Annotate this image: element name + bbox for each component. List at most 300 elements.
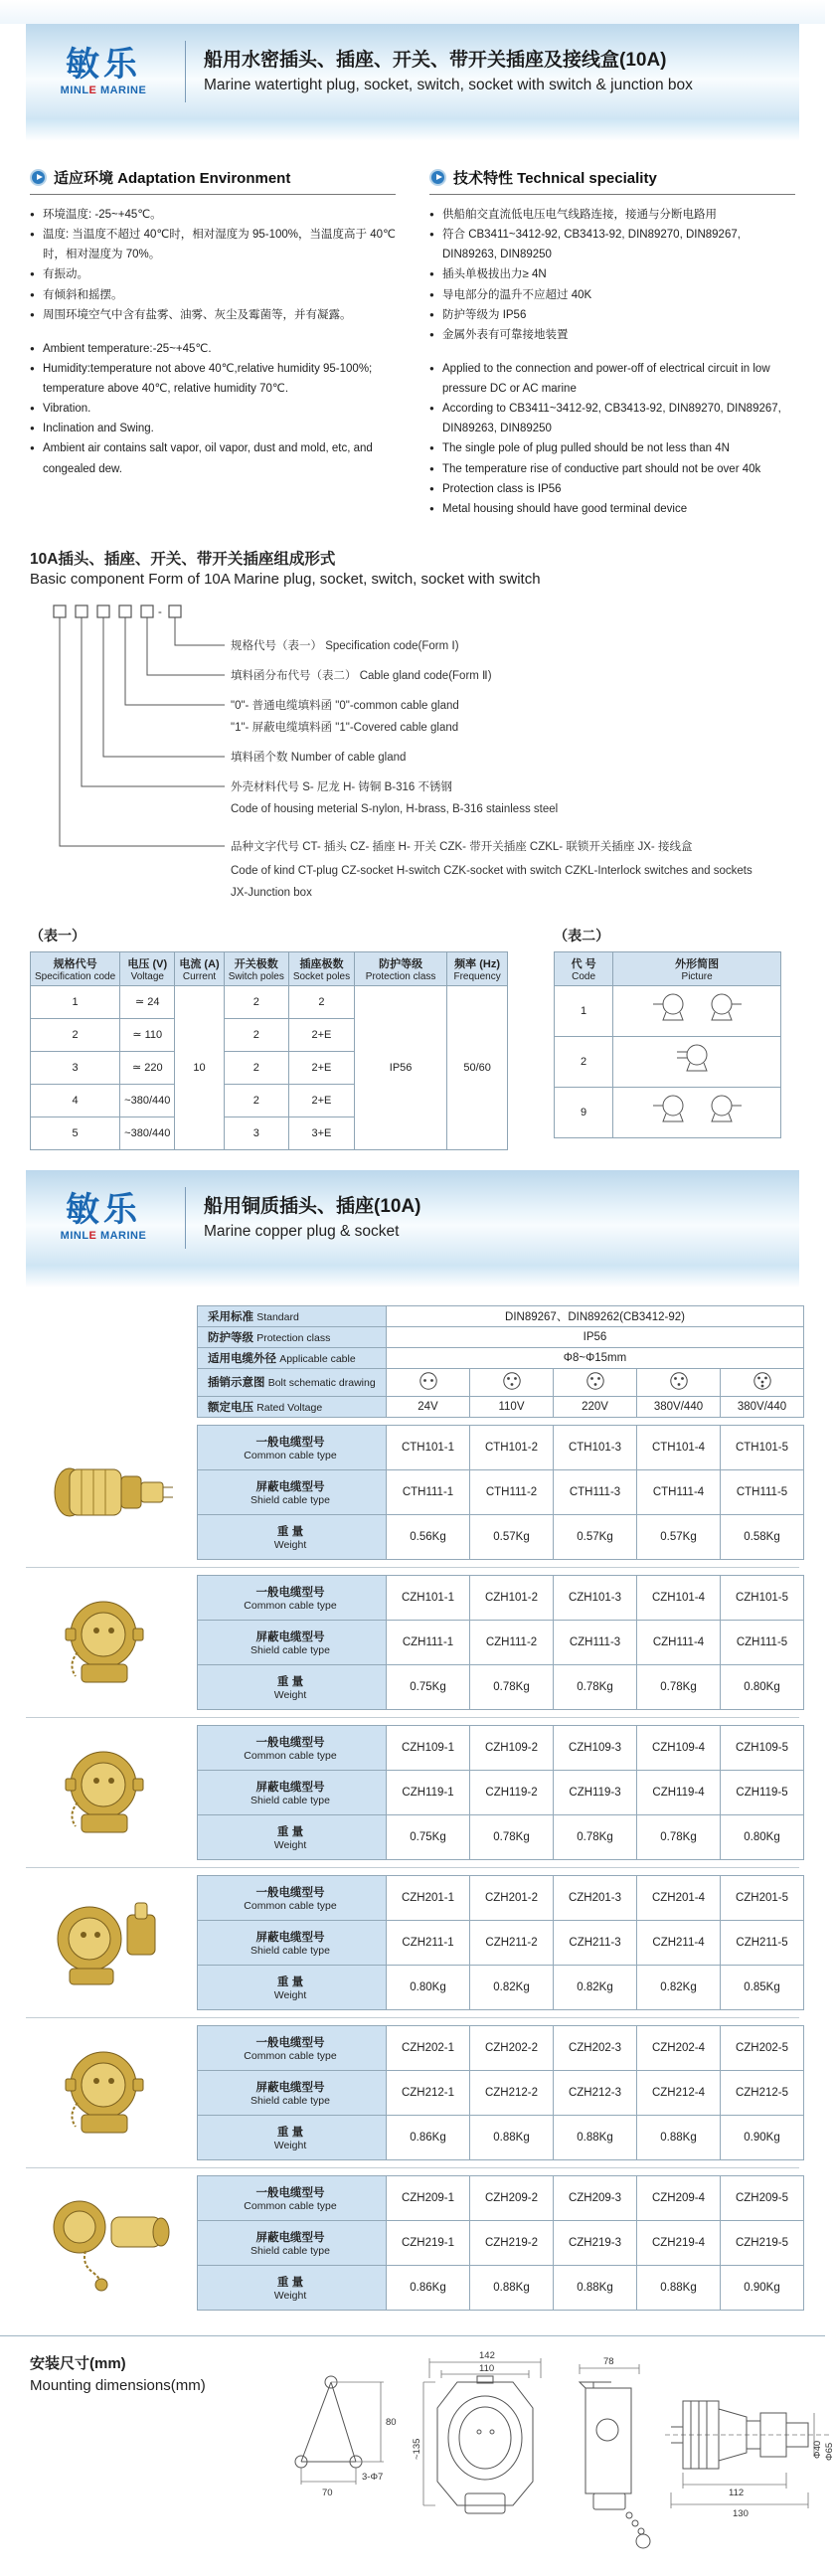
weight-row [198, 1814, 804, 1859]
code-label: 填料函分布代号（表二） Cable gland code(Form Ⅱ) [231, 669, 492, 682]
dim-80: 80 [386, 2416, 397, 2428]
shield-cable-type-cell: CZH111-5 [721, 1620, 804, 1664]
product-photo [26, 1450, 197, 1535]
cable-label-en: Applicable cable [279, 1352, 356, 1365]
common-cable-type-cell: CTH101-5 [721, 1425, 804, 1469]
weight-cell: 0.88Kg [637, 2115, 721, 2159]
dim-112: 112 [729, 2487, 745, 2498]
bolt-schematic-icon [585, 1371, 605, 1391]
weight-row-label [198, 2265, 387, 2310]
weight-cell: 0.58Kg [721, 1514, 804, 1559]
shield-cable-type-cell: CZH212-4 [637, 2070, 721, 2115]
product-blocks [26, 1418, 799, 2318]
product-row [26, 1717, 799, 1867]
label-cn: 屏蔽电缆型号 [255, 1631, 325, 1643]
gland-code-cell: 9 [555, 1087, 613, 1137]
label-en: Common cable type [244, 1899, 337, 1912]
technical-bullets-cn [429, 205, 795, 345]
bolt-schematic-cell [554, 1368, 637, 1396]
standard-label-cn: 采用标准 [208, 1310, 253, 1323]
switch-poles-cell: 2 [224, 1084, 288, 1116]
shield-cable-type-cell: CZH219-3 [554, 2220, 637, 2265]
switch-poles-cell: 2 [224, 985, 288, 1018]
common-cable-type-cell: CZH201-1 [387, 1875, 470, 1920]
label-en: Weight [273, 1838, 307, 1851]
bolt-schematic-cell [637, 1368, 721, 1396]
adaptation-bullets-en [30, 339, 396, 479]
weight-cell: 0.86Kg [387, 2265, 470, 2310]
weight-cell: 0.80Kg [721, 1814, 804, 1859]
adaptation-title: 适应环境 Adaptation Environment [54, 170, 291, 187]
dim-3-phi7: 3-Φ7 [362, 2471, 384, 2483]
weight-row [198, 2265, 804, 2310]
logo-en-post: MARINE [96, 84, 147, 96]
common-cable-row-label [198, 1575, 387, 1620]
label-en: Weight [273, 1988, 307, 2001]
cable-gland-diagram [699, 990, 745, 1028]
shield-cable-type-cell: CTH111-3 [554, 1469, 637, 1514]
logo-en-pre: MINL [60, 84, 89, 96]
voltage-cell: ≃ 110 [120, 1018, 175, 1051]
logo-en-accent: E [88, 1230, 97, 1243]
header-en: Code [572, 970, 596, 982]
bolt-schematic-cell [470, 1368, 554, 1396]
label-en: Common cable type [244, 1749, 337, 1762]
voltage-cell: ≃ 24 [120, 985, 175, 1018]
standard-row [198, 1305, 804, 1326]
form1-column-header [31, 951, 120, 985]
shield-cable-type-cell: CZH212-5 [721, 2070, 804, 2115]
cable-value: Φ8~Φ15mm [387, 1347, 804, 1368]
form2-title: （表二） [554, 927, 610, 944]
protection-label-en: Protection class [256, 1331, 331, 1344]
plug-photo [42, 1450, 181, 1535]
weight-cell: 0.90Kg [721, 2115, 804, 2159]
common-cable-type-cell: CZH202-1 [387, 2025, 470, 2070]
header-en: Frequency [453, 970, 501, 982]
common-cable-row-label [198, 2025, 387, 2070]
shield-cable-type-cell: CZH219-5 [721, 2220, 804, 2265]
shield-cable-type-cell: CZH111-3 [554, 1620, 637, 1664]
shield-cable-type-cell: CZH119-3 [554, 1770, 637, 1814]
forms-row [0, 910, 825, 1170]
copper-title-cn: 船用铜质插头、插座(10A) [204, 1195, 421, 1217]
common-cable-type-cell: CTH101-2 [470, 1425, 554, 1469]
bullet-item: ● Inclination and Swing. [30, 419, 396, 438]
protection-value: IP56 [387, 1326, 804, 1347]
common-cable-type-cell: CZH209-4 [637, 2175, 721, 2220]
shield-cable-type-cell: CTH111-4 [637, 1469, 721, 1514]
socket-with-cap-photo [42, 2193, 181, 2293]
weight-cell: 0.57Kg [470, 1514, 554, 1559]
minle-logo-cn: 敏乐 [66, 1191, 141, 1230]
weight-cell: 0.75Kg [387, 1814, 470, 1859]
common-cable-row [198, 2025, 804, 2070]
voltage-cell: ~380/440 [120, 1084, 175, 1116]
header-titles [204, 47, 693, 96]
common-cable-type-cell: CZH101-3 [554, 1575, 637, 1620]
weight-cell: 0.88Kg [470, 2115, 554, 2159]
weight-cell: 0.90Kg [721, 2265, 804, 2310]
dim-142: 142 [479, 2349, 495, 2361]
weight-cell: 0.78Kg [470, 1814, 554, 1859]
copper-title-en: Marine copper plug & socket [204, 1223, 400, 1241]
form1-row [31, 985, 508, 1018]
header-cn: 开关极数 [234, 957, 278, 970]
label-en: Shield cable type [250, 2094, 330, 2107]
shield-cable-type-cell: CZH219-2 [470, 2220, 554, 2265]
voltage-label [198, 1396, 387, 1417]
form1-column-header [224, 951, 288, 985]
logo-en-pre: MINL [60, 1230, 89, 1243]
common-cable-row [198, 1575, 804, 1620]
shield-cable-row [198, 1469, 804, 1514]
shield-cable-type-cell: CZH111-4 [637, 1620, 721, 1664]
gland-picture-cell [613, 1087, 781, 1137]
page-top-fade [0, 0, 825, 24]
product-spec-table [197, 1425, 804, 1560]
label-en: Shield cable type [250, 2244, 330, 2257]
component-form-title-cn: 10A插头、插座、开关、带开关插座组成形式 [30, 550, 336, 568]
weight-cell: 0.88Kg [470, 2265, 554, 2310]
header-en: Picture [681, 970, 713, 982]
switch-poles-cell: 2 [224, 1051, 288, 1084]
common-cable-type-cell: CZH109-2 [470, 1725, 554, 1770]
common-cable-type-cell: CZH209-2 [470, 2175, 554, 2220]
bullet-item: ● 有振动。 [30, 264, 396, 284]
common-cable-type-cell: CTH101-4 [637, 1425, 721, 1469]
bolt-label-en: Bolt schematic drawing [267, 1377, 376, 1390]
voltage-cell: ~380/440 [120, 1116, 175, 1149]
dim-110: 110 [479, 2362, 495, 2374]
code-label: 品种文字代号 CT- 插头 CZ- 插座 H- 开关 CZK- 带开关插座 CZKL- 联锁开关插座 JX- 接线盒 [231, 840, 693, 853]
shield-cable-type-cell: CZH212-3 [554, 2070, 637, 2115]
bullet-item: ● 周围环境空气中含有盐雾、油雾、灰尘及霉菌等，并有凝露。 [30, 305, 396, 325]
shield-cable-type-cell: CZH119-4 [637, 1770, 721, 1814]
cable-gland-diagram [650, 1092, 696, 1129]
header-en: Protection class [365, 970, 436, 982]
product-row [26, 1867, 799, 2017]
voltage-label-en: Rated Voltage [256, 1401, 323, 1414]
common-cable-type-cell: CZH101-5 [721, 1575, 804, 1620]
bullet-item: ● Ambient temperature:-25~+45℃. [30, 339, 396, 359]
form2-table [554, 951, 781, 1138]
label-en: Common cable type [244, 2199, 337, 2212]
bolt-schematic-cell [721, 1368, 804, 1396]
shield-cable-row [198, 2220, 804, 2265]
label-en: Weight [273, 2289, 307, 2302]
standard-label-en: Standard [256, 1310, 299, 1323]
minle-logo-en [40, 85, 167, 96]
label-cn: 一般电缆型号 [255, 1436, 325, 1449]
rated-voltage-cell: 220V [554, 1396, 637, 1417]
common-cable-type-cell: CZH109-5 [721, 1725, 804, 1770]
common-cable-type-cell: CZH101-2 [470, 1575, 554, 1620]
common-cable-row [198, 1875, 804, 1920]
socket-photo [42, 1743, 181, 1842]
shield-cable-type-cell: CTH111-1 [387, 1469, 470, 1514]
socket-photo [42, 2043, 181, 2143]
code-label: "1"- 屏蔽电缆填料函 "1"-Covered cable gland [231, 721, 459, 734]
bullet-item: ● 有倾斜和摇摆。 [30, 285, 396, 305]
adaptation-bullets-cn [30, 205, 396, 325]
spec-header-table [197, 1305, 804, 1418]
protection-cell: IP56 [355, 985, 447, 1149]
copper-spec-section [0, 1288, 825, 2318]
shield-cable-row [198, 1920, 804, 1965]
label-cn: 屏蔽电缆型号 [255, 1931, 325, 1944]
gland-code-cell: 2 [555, 1036, 613, 1087]
socket-poles-cell: 3+E [288, 1116, 354, 1149]
product-row [26, 2017, 799, 2167]
label-cn: 一般电缆型号 [255, 1736, 325, 1749]
common-cable-row-label [198, 1425, 387, 1469]
header-fade [26, 119, 799, 141]
product-photo [26, 2193, 197, 2293]
protection-label-cn: 防护等级 [208, 1331, 253, 1344]
dim-130: 130 [733, 2507, 749, 2519]
label-cn: 一般电缆型号 [255, 2036, 325, 2049]
bullet-item: ● 防护等级为 IP56 [429, 305, 795, 325]
shield-cable-type-cell: CZH119-2 [470, 1770, 554, 1814]
common-cable-row-label [198, 1875, 387, 1920]
label-en: Weight [273, 1688, 307, 1701]
common-cable-type-cell: CZH201-4 [637, 1875, 721, 1920]
common-cable-type-cell: CZH209-3 [554, 2175, 637, 2220]
weight-cell: 0.80Kg [387, 1965, 470, 2009]
product-spec-table [197, 1575, 804, 1710]
socket-poles-cell: 2 [288, 985, 354, 1018]
label-cn: 一般电缆型号 [255, 2186, 325, 2199]
rated-voltage-cell: 380V/440 [637, 1396, 721, 1417]
common-cable-row [198, 2175, 804, 2220]
header-fade [26, 1266, 799, 1288]
code-label: 外壳材料代号 S- 尼龙 H- 铸铜 B-316 不锈钢 [231, 780, 452, 793]
product-photo [26, 2043, 197, 2143]
header-en: Socket poles [292, 970, 351, 982]
header-cn: 插座极数 [299, 957, 344, 970]
spec-code-cell: 2 [31, 1018, 120, 1051]
form2-row [555, 1036, 781, 1087]
page-title-cn: 船用水密插头、插座、开关、带开关插座及接线盒(10A) [204, 49, 667, 71]
label-cn: 一般电缆型号 [255, 1586, 325, 1599]
weight-cell: 0.78Kg [554, 1814, 637, 1859]
weight-cell: 0.88Kg [637, 2265, 721, 2310]
label-cn: 重 量 [276, 1975, 304, 1988]
common-cable-type-cell: CZH109-1 [387, 1725, 470, 1770]
technical-speciality-section [429, 167, 795, 519]
common-cable-type-cell: CTH101-1 [387, 1425, 470, 1469]
bullet-item: ● The temperature rise of conductive part should not be over 40k [429, 459, 795, 479]
code-dash: - [158, 605, 162, 618]
product-photo [26, 1893, 197, 1992]
label-cn: 屏蔽电缆型号 [255, 1781, 325, 1794]
form2-header-row [555, 951, 781, 985]
weight-cell: 0.82Kg [637, 1965, 721, 2009]
shield-cable-type-cell: CZH211-4 [637, 1920, 721, 1965]
label-en: Shield cable type [250, 1643, 330, 1656]
bullet-item: ● Humidity:temperature not above 40℃,relative humidity 95-100%; temperature above 40℃, relative humidity 70℃. [30, 359, 396, 399]
weight-row [198, 1664, 804, 1709]
socket-photo [42, 1593, 181, 1692]
weight-cell: 0.82Kg [554, 1965, 637, 2009]
minle-logo [40, 45, 167, 96]
header-en: Switch poles [228, 970, 284, 982]
header-divider [185, 1187, 186, 1249]
label-en: Weight [273, 1538, 307, 1551]
common-cable-type-cell: CZH202-5 [721, 2025, 804, 2070]
weight-cell: 0.57Kg [554, 1514, 637, 1559]
adaptation-environment-section [30, 167, 396, 519]
header-cn: 频率 (Hz) [454, 957, 500, 970]
minle-logo [40, 1193, 167, 1242]
weight-row-label [198, 1814, 387, 1859]
header-en: Voltage [130, 970, 164, 982]
shield-cable-type-cell: CZH119-1 [387, 1770, 470, 1814]
common-cable-type-cell: CZH202-4 [637, 2025, 721, 2070]
common-cable-type-cell: CZH109-3 [554, 1725, 637, 1770]
mounting-section [0, 2335, 835, 2546]
bolt-schematic-icon [669, 1371, 689, 1391]
spec-header-area [26, 1305, 799, 1418]
bolt-row [198, 1368, 804, 1396]
switch-poles-cell: 3 [224, 1116, 288, 1149]
form1-column-header [288, 951, 354, 985]
component-form-title-en: Basic component Form of 10A Marine plug, socket, switch, socket with switch [30, 570, 541, 588]
technical-header [429, 167, 795, 195]
weight-row [198, 1514, 804, 1559]
voltage-cell: ≃ 220 [120, 1051, 175, 1084]
bolt-label [198, 1368, 387, 1396]
cable-label-cn: 适用电缆外径 [208, 1352, 276, 1365]
label-cn: 重 量 [276, 2276, 304, 2289]
bullet-item: ● 插头单极拔出力≥ 4N [429, 264, 795, 284]
form2-row [555, 1087, 781, 1137]
form2-row [555, 985, 781, 1036]
product-photo [26, 1593, 197, 1692]
header2-titles [204, 1193, 421, 1243]
play-icon [30, 169, 47, 186]
minle-logo-en [40, 1230, 167, 1242]
header-divider [185, 41, 186, 102]
shield-cable-row [198, 2070, 804, 2115]
form2-block [554, 926, 781, 1138]
bullet-item: ● Metal housing should have good terminal device [429, 499, 795, 519]
dim-70: 70 [322, 2487, 333, 2498]
mounting-title-en: Mounting dimensions(mm) [30, 2376, 206, 2394]
product-spec-table [197, 1875, 804, 2010]
code-label: 填料函个数 Number of cable gland [231, 751, 407, 764]
page-title-en: Marine watertight plug, socket, switch, socket with switch & junction box [204, 77, 693, 94]
form2-column-header [555, 951, 613, 985]
weight-cell: 0.78Kg [554, 1664, 637, 1709]
label-cn: 重 量 [276, 1825, 304, 1838]
shield-cable-row-label [198, 1770, 387, 1814]
shield-cable-type-cell: CZH211-3 [554, 1920, 637, 1965]
shield-cable-type-cell: CTH111-5 [721, 1469, 804, 1514]
shield-cable-type-cell: CZH212-1 [387, 2070, 470, 2115]
label-en: Weight [273, 2139, 307, 2151]
label-cn: 重 量 [276, 2126, 304, 2139]
code-label: "0"- 普通电缆填料函 "0"-common cable gland [231, 699, 459, 712]
label-cn: 屏蔽电缆型号 [255, 2081, 325, 2094]
spec-code-cell: 5 [31, 1116, 120, 1149]
adaptation-header [30, 167, 396, 195]
product-photo [26, 1743, 197, 1842]
common-cable-type-cell: CZH101-1 [387, 1575, 470, 1620]
product-row [26, 1567, 799, 1717]
weight-row-label [198, 1514, 387, 1559]
form1-column-header [175, 951, 224, 985]
form1-body [31, 985, 508, 1149]
label-cn: 屏蔽电缆型号 [255, 2231, 325, 2244]
label-cn: 重 量 [276, 1675, 304, 1688]
weight-cell: 0.88Kg [554, 2115, 637, 2159]
weight-row [198, 2115, 804, 2159]
bullet-item: ● 温度: 当温度不超过 40℃时，相对湿度为 95-100%，当温度高于 40℃时，相对湿度为 70%。 [30, 225, 396, 264]
bullet-item: ● 导电部分的温升不应超过 40K [429, 285, 795, 305]
bullet-item: ● Applied to the connection and power-off of electrical circuit in low pressure DC or AC marine [429, 359, 795, 399]
form2-body [555, 985, 781, 1137]
weight-row-label [198, 1664, 387, 1709]
form1-column-header [120, 951, 175, 985]
bolt-schematic-icon [502, 1371, 522, 1391]
common-cable-type-cell: CZH209-1 [387, 2175, 470, 2220]
shield-cable-row [198, 1620, 804, 1664]
spec-code-cell: 1 [31, 985, 120, 1018]
label-en: Shield cable type [250, 1493, 330, 1506]
technical-bullets-en [429, 359, 795, 519]
cable-gland-diagram [674, 1041, 720, 1079]
play-icon [429, 169, 446, 186]
weight-cell: 0.56Kg [387, 1514, 470, 1559]
header-cn: 防护等级 [379, 957, 423, 970]
header-copper [26, 1170, 799, 1266]
spec-code-cell: 4 [31, 1084, 120, 1116]
header-cn: 外形简图 [675, 957, 720, 970]
bullet-item: ● 符合 CB3411~3412-92, CB3413-92, DIN89270, DIN89267, DIN89263, DIN89250 [429, 225, 795, 264]
bullet-item: ● Protection class is IP56 [429, 479, 795, 499]
shield-cable-type-cell: CZH211-2 [470, 1920, 554, 1965]
mounting-title-cn: 安装尺寸(mm) [30, 2354, 126, 2372]
feature-columns [0, 141, 825, 527]
common-cable-row [198, 1425, 804, 1469]
header-en: Specification code [35, 970, 116, 982]
weight-cell: 0.88Kg [554, 2265, 637, 2310]
bullet-item: ● 金属外表有可靠接地装置 [429, 325, 795, 345]
protection-label [198, 1326, 387, 1347]
dim-78: 78 [603, 2355, 614, 2367]
bullet-item: ● 环境温度: -25~+45℃。 [30, 205, 396, 225]
label-en: Shield cable type [250, 1794, 330, 1806]
weight-row-label [198, 1965, 387, 2009]
common-cable-type-cell: CZH201-3 [554, 1875, 637, 1920]
mounting-titles [30, 2352, 258, 2546]
label-en: Shield cable type [250, 1944, 330, 1957]
socket-with-switch-photo [42, 1893, 181, 1992]
form1-column-header [355, 951, 447, 985]
product-row [26, 2167, 799, 2318]
current-cell: 10 [175, 985, 224, 1149]
shield-cable-row-label [198, 2070, 387, 2115]
header-cn: 电流 (A) [179, 957, 220, 970]
dim-135: ~135 [412, 2438, 422, 2460]
weight-cell: 0.82Kg [470, 1965, 554, 2009]
shield-cable-type-cell: CZH219-1 [387, 2220, 470, 2265]
cable-gland-diagram [699, 1092, 745, 1129]
weight-cell: 0.78Kg [637, 1814, 721, 1859]
product-spec-table [197, 1725, 804, 1860]
